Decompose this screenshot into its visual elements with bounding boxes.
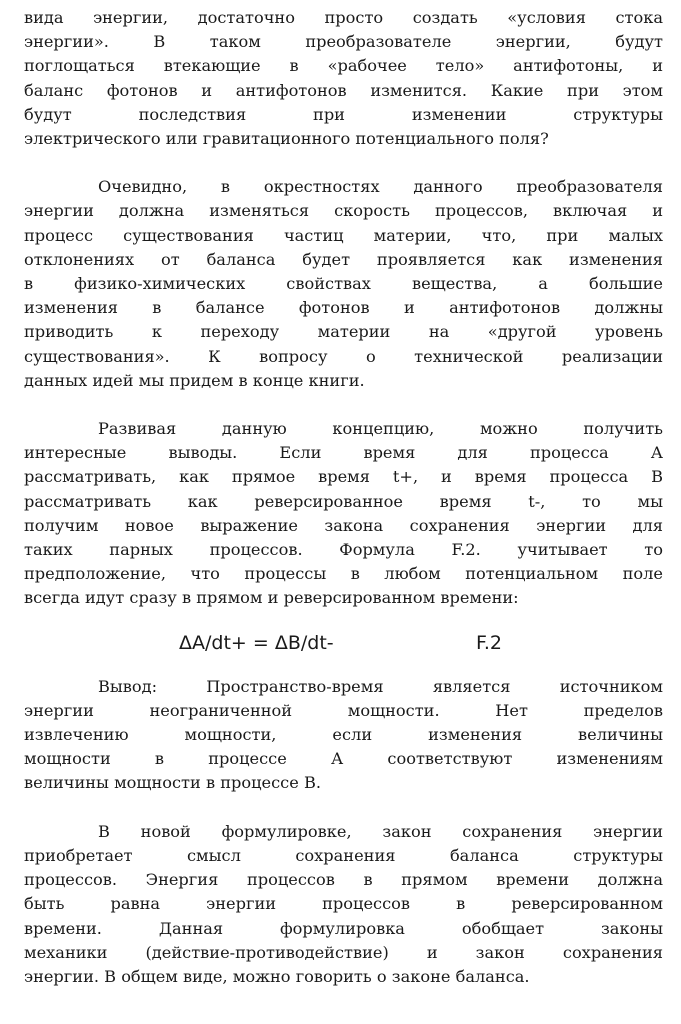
text-line: Вывод: Пространство-время является источником: [98, 676, 663, 696]
text-line: данных идей мы придем в конце книги.: [24, 370, 365, 390]
text-line: рассматривать, как прямое время t+, и время процесса В: [24, 467, 663, 487]
text-line: В новой формулировке, закон сохранения энергии: [98, 821, 663, 841]
paragraph-5: [24, 820, 663, 989]
text-line: механики (действие-противодействие) и закон сохранения: [24, 942, 663, 962]
text-line: Развивая данную концепцию, можно получить: [98, 419, 663, 439]
text-line: приобретает смысл сохранения баланса структуры: [24, 845, 663, 865]
text-line: в физико-химических свойствах вещества, а большие: [24, 274, 663, 294]
text-line: будут последствия при изменении структуры: [24, 104, 663, 124]
text-line: существования». К вопросу о технической реализации: [24, 346, 663, 366]
text-line: процесс существования частиц материи, что, при малых: [24, 225, 663, 245]
text-line: энергии должна изменяться скорость процессов, включая и: [24, 201, 663, 221]
formula-expression: ΔA/dt+ = ΔB/dt-: [179, 631, 334, 654]
paragraph-gap: [24, 151, 663, 175]
formula-block: [24, 611, 663, 675]
text-line: энергии неограниченной мощности. Нет пределов: [24, 700, 663, 720]
text-line: интересные выводы. Если время для процесса А: [24, 443, 663, 463]
text-line: энергии. В общем виде, можно говорить о законе баланса.: [24, 966, 530, 986]
paragraph-2: [24, 175, 663, 393]
paragraph-gap: [24, 796, 663, 820]
text-line: рассматривать как реверсированное время t-, то мы: [24, 491, 663, 511]
text-line: поглощаться втекающие в «рабочее тело» антифотоны, и: [24, 56, 663, 76]
formula-label: F.2: [476, 631, 503, 654]
text-line: мощности в процессе А соответствуют изменениям: [24, 749, 663, 769]
text-line: таких парных процессов. Формула F.2. учитывает то: [24, 540, 663, 560]
text-line: отклонениях от баланса будет проявляется как изменения: [24, 249, 663, 269]
paragraph-gap: [24, 393, 663, 417]
text-line: быть равна энергии процессов в реверсированном: [24, 894, 663, 914]
text-line: приводить к переходу материи на «другой уровень: [24, 322, 663, 342]
paragraph-3: [24, 417, 663, 611]
text-line: получим новое выражение закона сохранения энергии для: [24, 515, 663, 535]
text-line: электрического или гравитационного потенциального поля?: [24, 129, 549, 149]
text-line: баланс фотонов и антифотонов изменится. Какие при этом: [24, 80, 663, 100]
text-line: времени. Данная формулировка обобщает законы: [24, 918, 663, 938]
paragraph-1: [24, 6, 663, 151]
text-line: изменения в балансе фотонов и антифотонов должны: [24, 298, 663, 318]
text-line: величины мощности в процессе В.: [24, 773, 321, 793]
text-line: всегда идут сразу в прямом и реверсированном времени:: [24, 588, 519, 608]
text-line: извлечению мощности, если изменения величины: [24, 725, 663, 745]
text-line: предположение, что процессы в любом потенциальном поле: [24, 564, 663, 584]
text-line: вида энергии, достаточно просто создать «условия стока: [24, 8, 663, 27]
text-line: энергии». В таком преобразователе энергии, будут: [24, 32, 663, 52]
paragraph-4: [24, 675, 663, 796]
text-line: процессов. Энергия процессов в прямом времени должна: [24, 870, 663, 890]
text-line: Очевидно, в окрестностях данного преобразователя: [98, 177, 663, 197]
